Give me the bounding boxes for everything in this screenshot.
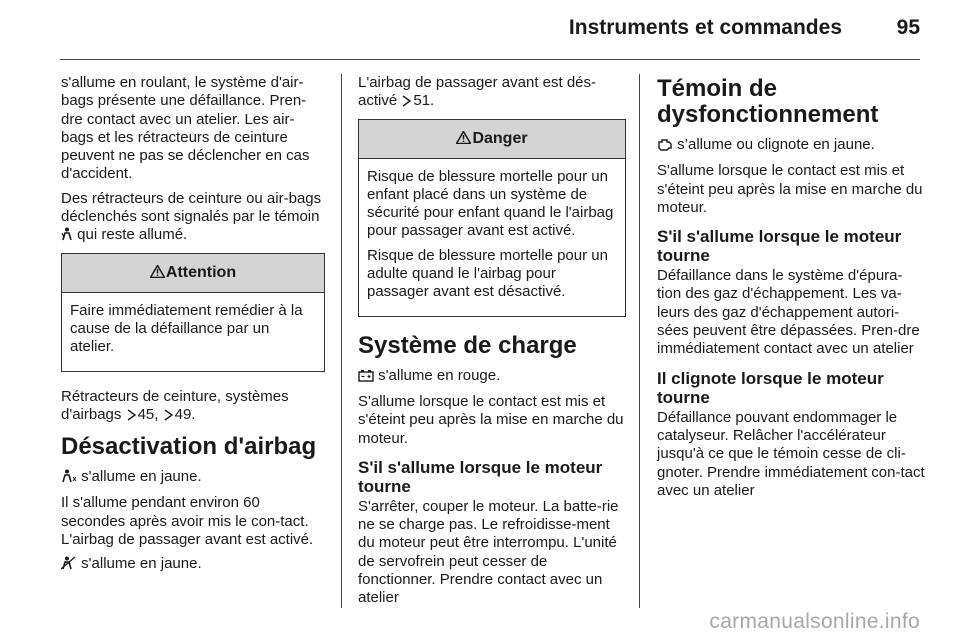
danger-box: [358, 119, 626, 317]
paragraph: S'arrêter, couper le moteur. La batte-rie ne se charge pas. Le refroidisse-ment du moteur peut être interrompu. L'unité de servofrein peut cesser de fonctionner. Prendre contact avec un atelier: [358, 497, 619, 607]
section-title: Témoin de dysfonctionnement: [657, 75, 879, 128]
paragraph: Il s'allume pendant environ 60 secondes après avoir mis le con-tact. L'airbag de passager avant est activé.: [61, 494, 314, 549]
column-3: [657, 74, 925, 506]
reference-arrow-icon: [402, 94, 412, 112]
paragraph: [358, 367, 626, 387]
subsection-title: S'il s'allume lorsque le moteur tourne: [657, 227, 902, 266]
paragraph: S'allume lorsque le contact est mis et s'éteint peu après la mise en marche du moteur.: [358, 392, 624, 447]
danger-text: Risque de blessure mortelle pour un adulte quand le l'airbag pour passager avant est désactivé.: [367, 246, 608, 301]
paragraph: [61, 190, 325, 247]
header-title: Instruments et commandes: [568, 16, 842, 39]
paragraph-text: L'airbag de passager avant est dés-activé: [358, 74, 597, 110]
section-title: Désactivation d'airbag: [61, 433, 317, 461]
subsection-title: Il clignote lorsque le moteur tourne: [657, 368, 884, 407]
paragraph-text: s'allume en rouge.: [378, 366, 501, 384]
page-reference: 49.: [174, 405, 196, 423]
engine-icon: [657, 138, 673, 156]
danger-header: [359, 120, 625, 159]
paragraph: [61, 388, 325, 427]
attention-text: Faire immédiatement remédier à la cause de la défaillance par un atelier.: [70, 301, 303, 356]
page-number: 95: [896, 16, 920, 39]
airbag-off-icon: [61, 556, 77, 575]
column-1: [61, 74, 325, 582]
warning-triangle-icon: [456, 131, 471, 144]
column-divider: [341, 74, 342, 608]
paragraph: s'allume en roulant, le système d'air-bags présente une défaillance. Pren-dre contact avec un atelier. Les air-bags et les rétracteurs de ceinture peuvent ne pas se déclencher en cas d'accident.: [61, 74, 310, 183]
section-title: Système de charge: [358, 331, 577, 359]
watermark: carmanualsonline.info: [709, 610, 920, 633]
column-divider: [639, 74, 640, 608]
paragraph: S'allume lorsque le contact est mis et s'éteint peu après la mise en marche du moteur.: [657, 162, 923, 216]
paragraph-text: s'allume en jaune.: [81, 468, 202, 486]
paragraph: [358, 74, 626, 113]
danger-text: Risque de blessure mortelle pour un enfant placé dans un système de sécurité pour enfant quand le l'airbag pour passager avant est activé.: [367, 167, 614, 240]
paragraph: Défaillance dans le système d'épura-tion des gaz d'échappement. Les va-leurs des gaz d'échappement autori-sées peuvent être dépassées. Pren-dre immédiatement contact avec un atelier: [657, 267, 920, 358]
page-header: [0, 0, 960, 60]
reference-arrow-icon: [127, 408, 137, 426]
attention-title: Attention: [165, 263, 237, 281]
danger-title: Danger: [472, 129, 528, 147]
paragraph-text: Rétracteurs de ceinture, systèmes d'airbags: [61, 387, 289, 423]
page-reference: 51.: [413, 92, 435, 110]
paragraph: [61, 555, 325, 575]
paragraph-text: s’allume ou clignote en jaune.: [677, 136, 875, 153]
warning-triangle-icon: [150, 265, 165, 278]
page-reference: 45,: [137, 405, 159, 423]
airbag-off-icon: [61, 469, 77, 488]
reference-arrow-icon: [164, 408, 174, 426]
subsection-title: S'il s'allume lorsque le moteur tourne: [358, 457, 603, 496]
attention-box: [61, 253, 325, 372]
paragraph: [61, 468, 325, 488]
paragraph-text: qui reste allumé.: [77, 226, 188, 244]
battery-icon: [358, 369, 374, 387]
airbag-icon: [61, 227, 73, 246]
paragraph: Défaillance pouvant endommager le catalyseur. Relâcher l'accélérateur jusqu'à ce que le témoin cesse de cli-gnoter. Prendre immédiatement con-tact avec un atelier: [657, 408, 925, 499]
paragraph-text: Des rétracteurs de ceinture ou air-bags déclenchés sont signalés par le témoin: [61, 189, 322, 226]
column-2: [358, 74, 626, 614]
paragraph-text: s'allume en jaune.: [81, 555, 202, 573]
paragraph: [657, 136, 925, 156]
attention-header: [62, 254, 324, 293]
header-rule: [60, 59, 920, 60]
